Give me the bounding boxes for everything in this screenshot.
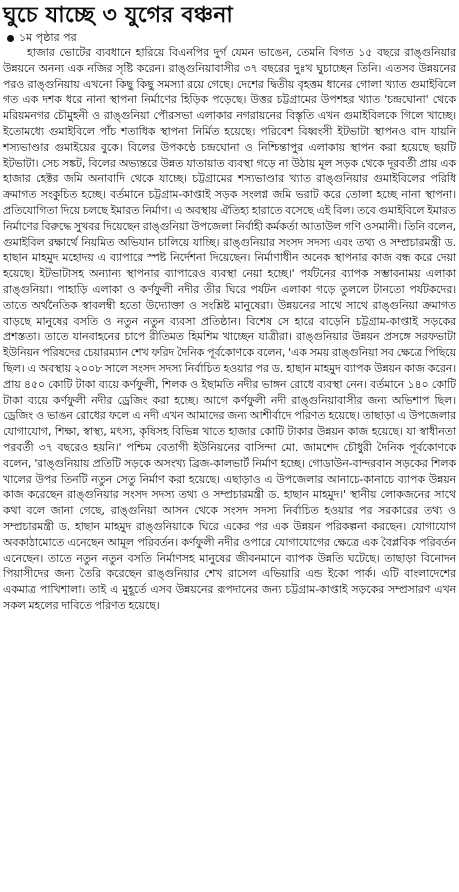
headline: ঘুচে যাচ্ছে ৩ যুগের বঞ্চনা: [3, 3, 233, 28]
continued-from-marker: [7, 31, 456, 45]
continued-from-label: ১ম পৃষ্ঠার পর: [19, 31, 77, 44]
bullet-icon: [7, 35, 14, 42]
article-body: হাজার ভোটের ব্যবধানে হারিয়ে বিএনপির দুর্গ যেমন ভাঙেন, তেমনি বিগত ১৫ বছরে রাঙ্গুনিয়ার উন্নয়নে অনন্য এক নজির সৃষ্টি করেন। রাঙ্গুনিয়াবাসীর ৩৭ বছরের দুঃখ ঘুচাচ্ছেন তিনি। এতসব উন্নয়নের পরও রাঙ্গুনিয়ায় এখনো কিছু কিছু সমস্যা রয়ে গেছে। দেশের দ্বিতীয় বৃহত্তম ধানের গোলা খ্যাত গুমাইবিলে গত এক দশক ধরে নানা স্থাপনা নির্মাণের হিড়িক পড়েছে। উত্তর চট্টগ্রামের উপশহর খ্যাত 'চন্দ্রঘোনা' থেকে মরিয়মনগর চৌমুহনী ও রাঙ্গুনিয়া পৌরসভা এলাকার নগরায়নের বিস্তৃতি এখন গুমাইবিলকে গিলে খাচ্ছে। ইতোমধ্যে গুমাইবিলে পাঁচ শতাধিক স্থাপনা নির্মিত হয়েছে। পরিবেশ বিধ্বংসী ইটভাটা স্থাপনও বাদ যায়নি শস্যভাণ্ডার গুমাইয়ের বুকে। বিলের উপকণ্ঠে চন্দ্রঘোনা ও নিশ্চিন্তাপুর এলাকায় স্থাপন করা হয়েছে ছয়টি ইটভাটা। সেচ সঙ্কট, বিলের অভ্যন্তরে উন্নত যাতায়াত ব্যবস্থা গড়ে না উঠায় মূল সড়ক থেকে দূরবর্তী প্রায় এক হাজার হেক্টর জমি অনাবাদি থেকে যাচ্ছে। চট্টগ্রামের শস্যভাণ্ডার খ্যাত রাঙ্গুনিয়ার গুমাইবিলের পরিধি ক্রমাগত সংকুচিত হচ্ছে। বর্তমানে চট্টগ্রাম-কাপ্তাই সড়ক সংলগ্ন জমি ভরাট করে তোলা হচ্ছে নানা স্থাপনা। প্রতিযোগিতা দিয়ে চলছে ইমারত নির্মাণ। এ অবস্থায় ঐতিহ্য হারাতে বসেছে এই বিল। তবে গুমাইবিলে ইমারত নির্মাণের বিরুদ্ধে সুখবর দিয়েছেন রাঙ্গুনিয়া উপজেলা নির্বাহী কর্মকর্তা আতাউল গণি ওসমানী। তিনি বলেন, গুমাইবিল রক্ষার্থে নিয়মিত অভিযান চালিয়ে যাচ্ছি। রাঙ্গুনিয়ার সংসদ সদস্য এবং তথ্য ও সম্প্রচারমন্ত্রী ড. হাছান মাহমুদ মহোদয় এ ব্যাপারে স্পষ্ট নির্দেশনা দিয়েছেন। নির্মাণাধীন অনেক স্থাপনার কাজ বন্ধ করে দেয়া হয়েছে। ইটভাটাসহ অন্যান্য স্থাপনার ব্যাপারেও ব্যবস্থা নেয়া হচ্ছে।' পর্যটনের ব্যাপক সম্ভাবনাময় এলাকা রাঙ্গুনিয়া। পাহাড়ি এলাকা ও কর্ণফুলী নদীর তীর ঘিরে পর্যটন এলাকা গড়ে তুললে টানতো পর্যটকদের। তাতে অর্থনৈতিক স্বাবলম্বী হতো উদ্যোক্তা ও সংশ্লিষ্ট মানুষেরা। উন্নয়নের সাথে সাথে রাঙ্গুনিয়া ক্রমাগত বাড়ছে মানুষের বসতি ও নতুন নতুন ব্যবসা প্রতিষ্ঠান। বিশেষ সে হারে বাড়েনি চট্টগ্রাম-কাপ্তাই সড়কের প্রশস্ততা। তাতে যানবাহনের চাপে রীতিমত হিমশিম খাচ্ছেন যাত্রীরা। রাঙ্গুনিয়ার উন্নয়ন প্রসঙ্গে সরফভাটা ইউনিয়ন পরিষদের চেয়ারম্যান শেখ ফরিদ দৈনিক পূর্বকোণকে বলেন, 'এক সময় রাঙ্গুনিয়া সব ক্ষেত্রে পিছিয়ে ছিল। এ অবস্থায় ২০০৮ সালে সংসদ সদস্য নির্বাচিত হওয়ার পর ড. হাছান মাহমুদ ব্যাপক উন্নয়ন কাজ করেন। প্রায় ৪৫০ কোটি টাকা ব্যয়ে কর্ণফুলী, শিলক ও ইছামতি নদীর ভাঙ্গন রোধে ব্যবস্থা নেন। বর্তমানে ১৪০ কোটি টাকা ব্যয়ে কর্ণফুলী নদীর ড্রেজিং করা হচ্ছে। আগে কর্ণফুলী নদী রাঙ্গুনিয়াবাসীর জন্য অভিশাপ ছিল। ড্রেজিং ও ভাঙন রোধের ফলে এ নদী এখন আমাদের জন্য আশীর্বাদে পরিণত হয়েছে। তাছাড়া এ উপজেলার যোগাযোগ, শিক্ষা, স্বাস্থ্য, মৎস্য, কৃষিসহ বিভিন্ন খাতে হাজার কোটি টাকার উন্নয়ন কাজ হয়েছে। যা স্বাধীনতা পরবর্তী ৩৭ বছরেও হয়নি।' পশ্চিম বেতাগী ইউনিয়নের বাসিন্দা মো. জামশেদ চৌধুরী দৈনিক পূর্বকোণকে বলেন, 'রাঙ্গুনিয়ায় প্রতিটি সড়কে অসংখ্য ব্রিজ-কালভার্ট নির্মাণ হচ্ছে। গোডাউন-বান্দরবান সড়কের শিলক খালের উপর তিনটি নতুন সেতু নির্মাণ করা হয়েছে। এছাড়াও এ উপজেলার আনাচে-কানাচে ব্যাপক উন্নয়ন কাজ করেছেন রাঙ্গুনিয়ার সংসদ সদস্য তথ্য ও সম্প্রচারমন্ত্রী ড. হাছান মাহমুদ।' স্থানীয় লোকজনের সাথে কথা বলে জানা গেছে, রাঙ্গুনিয়া আসন থেকে সংসদ সদস্য নির্বাচিত হওয়ার পর সরকারের তথ্য ও সম্প্রচারমন্ত্রী ড. হাছান মাহমুদ রাঙ্গুনিয়াকে ঘিরে একের পর এক উন্নয়ন পরিকল্পনা করছেন। যোগাযোগ অবকাঠামোতে এনেছেন আমূল পরিবর্তন। কর্ণফুলী নদীর ওপারে যোগাযোগের ক্ষেত্রে এক বৈপ্লবিক পরিবর্তন এনেছেন। তাতে নতুন নতুন বসতি নির্মাণসহ মানুষের জীবনমানে ব্যাপক উন্নতি ঘটেছে। তাছাড়া বিনোদন পিয়াসীদের জন্য তৈরি করেছেন রাঙ্গুনিয়ার শেখ রাসেল এভিয়ারি এন্ড ইকো পার্ক। এটি বাংলাদেশের একমাত্র পাখিশালা। তাই এ মুহূর্তে এসব উন্নয়নের রূপদানের জন্য চট্টগ্রাম-কাপ্তাই সড়কের সম্প্রসারণ এখন সকল মহলের দাবিতে পরিণত হয়েছে।: [3, 46, 457, 612]
